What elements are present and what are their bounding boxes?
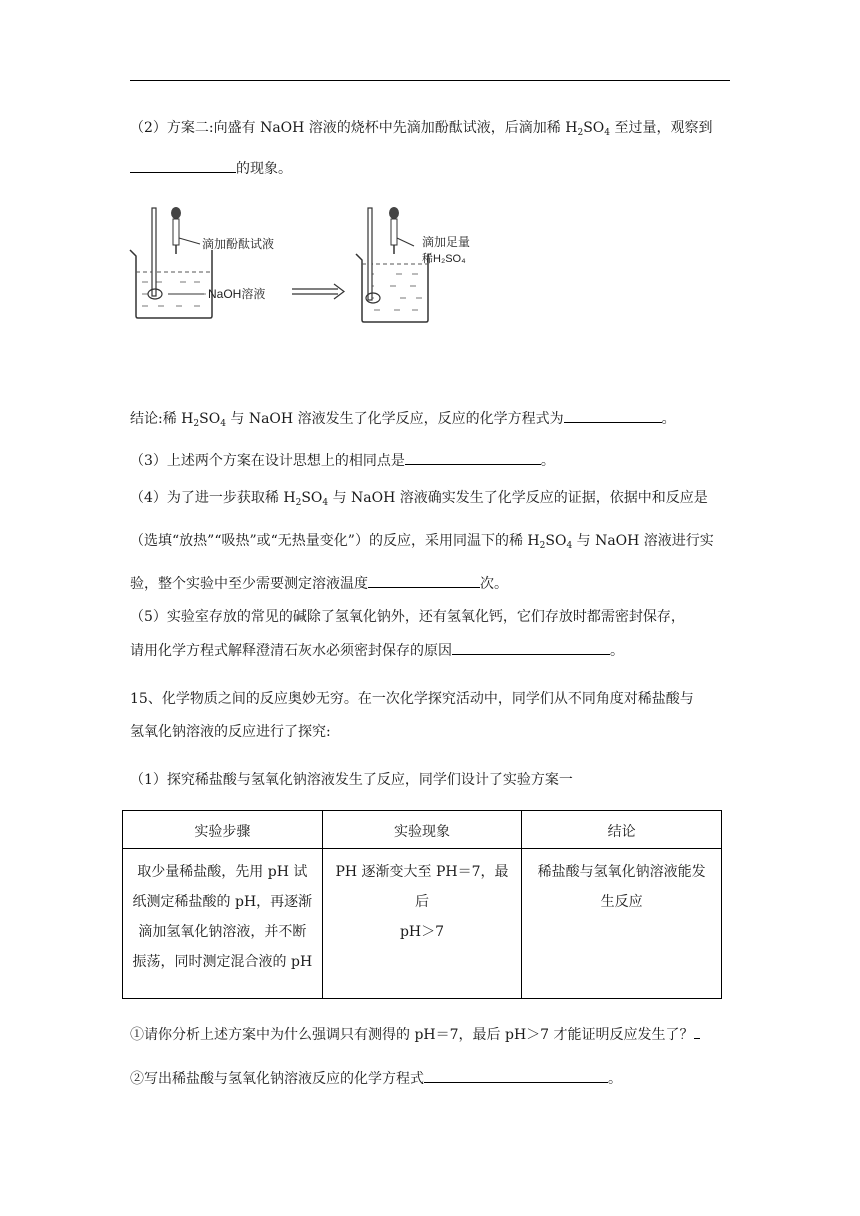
q14-part2-line2-text: 的现象。	[236, 161, 292, 177]
cell-line: 取少量稀盐酸，先用 pH 试	[137, 864, 308, 880]
experiment-figure	[128, 198, 528, 328]
answer-blank[interactable]	[694, 1024, 700, 1039]
formula-sub: 2	[193, 419, 200, 429]
header-rule	[130, 80, 730, 81]
q15-sub1-text: ①请你分析上述方案中为什么强调只有测得的 pH＝7，最后 pH＞7 才能证明反应发生了？	[130, 1027, 694, 1043]
cell-line: PH 逐渐变大至 PH＝7，最后	[335, 864, 509, 910]
q14-part5-line1	[130, 607, 685, 627]
q14-part3-text: （3）上述两个方案在设计思想上的相同点是	[130, 453, 405, 469]
answer-blank[interactable]	[405, 450, 541, 465]
conclusion-end: 。	[661, 411, 676, 427]
q14-part4-line2-post: 与 NaOH 溶液进行实	[572, 533, 714, 549]
q15-sub2-end: 。	[608, 1071, 622, 1087]
q15-part1-text: （1）探究稀盐酸与氢氧化钠溶液发生了反应，同学们设计了实验方案一	[130, 772, 573, 788]
conclusion-line	[130, 408, 676, 429]
cell-line: pH＞7	[399, 924, 445, 940]
label-naoh-solution: NaOH溶液	[208, 287, 266, 301]
formula-so: SO	[199, 411, 221, 427]
q14-part5-line2	[130, 640, 624, 661]
table-header-cell: 实验现象	[322, 811, 522, 849]
q14-part4-line1-post: 与 NaOH 溶液确实发生了化学反应的证据，依据中和反应是	[328, 490, 708, 506]
q14-part4-line3-end: 次。	[480, 576, 508, 592]
formula-h: H	[565, 120, 578, 136]
q14-part4-line3-text: 验，整个实验中至少需要测定溶液温度	[130, 576, 368, 592]
q14-part4-line2	[130, 531, 714, 551]
table-cell-phenomenon	[322, 849, 522, 999]
formula-h: H	[181, 411, 194, 427]
cell-line: 振荡，同时测定混合液的 pH	[132, 954, 313, 970]
formula-sub: 2	[539, 541, 546, 551]
cell-line: 生反应	[600, 894, 643, 910]
q14-part2-line1	[130, 118, 712, 138]
arrow-right-icon	[292, 284, 344, 299]
answer-blank[interactable]	[564, 408, 662, 423]
cell-line: 滴加氢氧化钠溶液，并不断	[138, 924, 307, 940]
formula-sub: 4	[604, 128, 611, 138]
formula-h: H	[283, 490, 296, 506]
q15-line2-text: 氢氧化钠溶液的反应进行了探究:	[130, 724, 331, 740]
formula-sub: 2	[295, 498, 302, 508]
answer-blank[interactable]	[130, 158, 236, 173]
table-row	[123, 849, 722, 999]
table-header-cell: 结论	[522, 811, 722, 849]
label-add-enough: 滴加足量	[422, 235, 471, 249]
q15-line1	[130, 689, 694, 709]
conclusion-pre: 结论:稀	[130, 411, 182, 427]
formula-sub: 2	[577, 128, 584, 138]
q14-part5-line2-end: 。	[610, 643, 624, 659]
answer-blank[interactable]	[368, 573, 480, 588]
formula-sub: 4	[566, 541, 573, 551]
q14-part3-line	[130, 450, 555, 471]
q15-sub1-line	[130, 1024, 700, 1045]
formula-h: H	[527, 533, 540, 549]
q15-sub2-line	[130, 1068, 622, 1089]
beaker-right	[356, 207, 428, 322]
conclusion-mid: 与 NaOH 溶液发生了化学反应，反应的化学方程式为	[225, 411, 564, 427]
answer-blank[interactable]	[424, 1068, 608, 1083]
q15-part1-line	[130, 770, 573, 790]
q14-part4-line1-pre: （4）为了进一步获取稀	[130, 490, 284, 506]
q14-part4-line3	[130, 573, 508, 594]
table-header-cell: 实验步骤	[123, 811, 323, 849]
formula-sub: 4	[220, 419, 226, 429]
table-cell-steps	[123, 849, 323, 999]
q14-part2-line2	[130, 158, 292, 179]
q14-part4-line2-pre: （选填“放热”“吸热”或“无热量变化”）的反应，采用同温下的稀	[130, 533, 528, 549]
beaker-left	[130, 207, 212, 318]
formula-so: SO	[545, 533, 567, 549]
answer-blank[interactable]	[452, 640, 610, 655]
table-cell-conclusion	[522, 849, 722, 999]
q15-line2	[130, 722, 331, 742]
formula-sub: 4	[322, 498, 329, 508]
q14-part2-text: （2）方案二:向盛有 NaOH 溶液的烧杯中先滴加酚酞试液，后滴加稀	[130, 120, 566, 136]
q14-part3-end: 。	[540, 453, 555, 469]
q14-part4-line1	[130, 488, 708, 508]
formula-so: SO	[301, 490, 323, 506]
q14-part5-line1-text: （5）实验室存放的常见的碱除了氢氧化钠外，还有氢氧化钙，它们存放时都需密封保存，	[130, 609, 685, 625]
cell-line: 纸测定稀盐酸的 pH，再逐渐	[132, 894, 313, 910]
q15-sub2-text: ②写出稀盐酸与氢氧化钠溶液反应的化学方程式	[130, 1071, 424, 1087]
experiment-table	[122, 810, 722, 999]
table-header-row	[123, 811, 722, 849]
formula-so: SO	[583, 120, 605, 136]
q14-part2-after: 至过量，观察到	[610, 120, 713, 136]
label-dilute-acid: 稀H₂SO₄	[422, 253, 466, 265]
cell-line: 稀盐酸与氢氧化钠溶液能发	[537, 864, 706, 880]
q15-line1-text: 15、化学物质之间的反应奥妙无穷。在一次化学探究活动中，同学们从不同角度对稀盐酸与	[130, 691, 694, 707]
label-phenolphthalein: 滴加酚酞试液	[202, 237, 275, 251]
q14-part5-line2-text: 请用化学方程式解释澄清石灰水必须密封保存的原因	[130, 643, 452, 659]
